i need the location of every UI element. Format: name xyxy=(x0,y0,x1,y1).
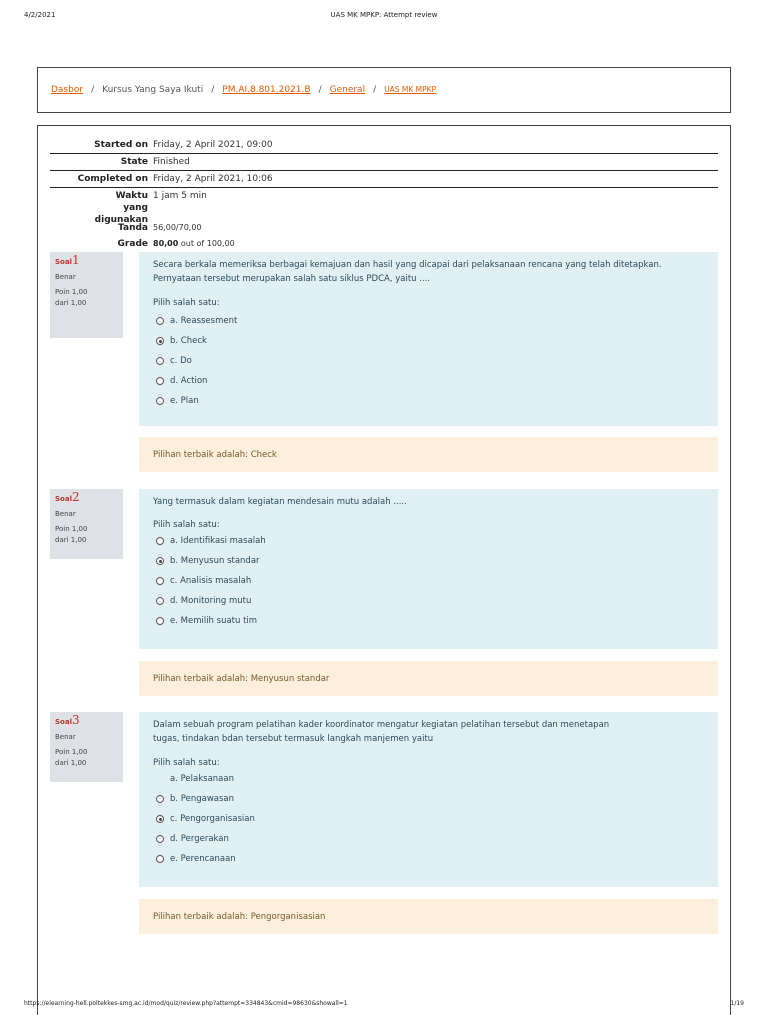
radio-button-selected[interactable] xyxy=(156,557,164,565)
summary-value: 56,00/70,00 xyxy=(153,223,202,232)
answer-prompt: Pilih salah satu: xyxy=(153,758,220,768)
breadcrumb-separator: / xyxy=(91,85,95,95)
breadcrumb-section-link[interactable]: General xyxy=(329,85,366,95)
summary-label: State xyxy=(120,157,148,167)
answer-option-e[interactable]: e. Perencanaan xyxy=(156,849,704,869)
question-status: Benar xyxy=(55,733,76,741)
summary-label: Started on xyxy=(94,140,148,150)
question-number: Soal3 xyxy=(55,713,80,727)
question-info-1 xyxy=(50,252,123,338)
summary-value: Friday, 2 April 2021, 10:06 xyxy=(153,174,273,184)
print-url: https://elearning-hell.poltekkes-smg.ac.id/mod/quiz/review.php?attempt=334843&cmid=98630&showall=1 xyxy=(24,1000,348,1007)
summary-row-marks xyxy=(50,220,718,236)
question-content-1 xyxy=(139,252,718,426)
question-info-3 xyxy=(50,712,123,782)
radio-button[interactable] xyxy=(156,397,164,405)
answer-option-b[interactable]: b. Pengawasan xyxy=(156,789,704,809)
answer-option-c[interactable]: c. Analisis masalah xyxy=(156,571,704,591)
breadcrumb-quiz-link[interactable]: UAS MK MPKP xyxy=(384,85,437,94)
question-feedback-2: Pilihan terbaik adalah: Menyusun standar xyxy=(139,661,718,696)
breadcrumb-bar xyxy=(37,67,731,113)
radio-button[interactable] xyxy=(156,537,164,545)
answer-option-d[interactable]: d. Monitoring mutu xyxy=(156,591,704,611)
summary-row-completed xyxy=(50,171,718,188)
breadcrumb-home-link[interactable]: Dasbor xyxy=(51,85,84,95)
summary-label: Tanda xyxy=(118,223,148,233)
summary-value xyxy=(153,238,235,250)
grade-total: out of 100,00 xyxy=(178,239,235,248)
summary-label: Completed on xyxy=(77,174,148,184)
radio-button[interactable] xyxy=(156,617,164,625)
answer-option-c[interactable]: c. Do xyxy=(156,351,704,371)
answer-option-a[interactable]: a. Pelaksanaan xyxy=(170,774,234,784)
radio-button-selected[interactable] xyxy=(156,337,164,345)
question-info-2 xyxy=(50,489,123,559)
print-page-number: 1/19 xyxy=(730,1000,744,1007)
answer-option-a[interactable]: a. Reassesment xyxy=(156,311,704,331)
breadcrumb-courses[interactable]: Kursus Yang Saya Ikuti xyxy=(102,85,204,95)
question-number: Soal2 xyxy=(55,490,80,504)
question-content-2 xyxy=(139,489,718,649)
question-status: Benar xyxy=(55,510,76,518)
radio-button[interactable] xyxy=(156,835,164,843)
summary-row-started xyxy=(50,137,718,154)
radio-button[interactable] xyxy=(156,597,164,605)
question-mark: Poin 1,00 dari 1,00 xyxy=(55,525,88,544)
summary-value: Finished xyxy=(153,157,190,167)
summary-value: 1 jam 5 min xyxy=(153,191,207,201)
question-mark: Poin 1,00 dari 1,00 xyxy=(55,748,88,767)
question-content-3 xyxy=(139,712,718,887)
summary-row-time xyxy=(50,188,718,225)
answer-option-c[interactable]: c. Pengorganisasian xyxy=(156,809,704,829)
radio-button[interactable] xyxy=(156,357,164,365)
answer-option-d[interactable]: d. Pergerakan xyxy=(156,829,704,849)
radio-button[interactable] xyxy=(156,577,164,585)
summary-row-grade xyxy=(50,236,718,252)
question-mark: Poin 1,00 dari 1,00 xyxy=(55,288,88,307)
answer-option-b[interactable]: b. Menyusun standar xyxy=(156,551,704,571)
answer-option-d[interactable]: d. Action xyxy=(156,371,704,391)
radio-button[interactable] xyxy=(156,377,164,385)
breadcrumb-course-link[interactable]: PM.AI.8.801.2021.B xyxy=(222,85,311,95)
question-text: Dalam sebuah program pelatihan kader koordinator mengatur kegiatan pelatihan tersebut dan menetapan tugas, tindakan bdan tersebut termasuk langkah manjemen yaitu xyxy=(153,720,610,744)
grade-score: 80,00 xyxy=(153,239,179,248)
question-feedback-3: Pilihan terbaik adalah: Pengorganisasian xyxy=(139,899,718,934)
attempt-summary-table xyxy=(50,137,718,252)
answer-option-b[interactable]: b. Check xyxy=(156,331,704,351)
print-date: 4/2/2021 xyxy=(24,11,56,19)
print-title: UAS MK MPKP: Attempt review xyxy=(330,11,438,19)
answer-prompt: Pilih salah satu: xyxy=(153,520,220,530)
radio-button[interactable] xyxy=(156,317,164,325)
question-feedback-1: Pilihan terbaik adalah: Check xyxy=(139,437,718,472)
answer-option-a[interactable]: a. Identifikasi masalah xyxy=(156,531,704,551)
question-number: Soal1 xyxy=(55,253,80,267)
breadcrumb-separator: / xyxy=(211,85,215,95)
radio-button-selected[interactable] xyxy=(156,815,164,823)
summary-value: Friday, 2 April 2021, 09:00 xyxy=(153,140,273,150)
answer-prompt: Pilih salah satu: xyxy=(153,298,220,308)
summary-label: Grade xyxy=(117,239,148,249)
summary-row-state xyxy=(50,154,718,171)
answer-option-e[interactable]: e. Memilih suatu tim xyxy=(156,611,704,631)
question-text: Secara berkala memeriksa berbagai kemajuan dan hasil yang dicapai dari pelaksanaan rencana yang telah ditetapkan. Pernyataan tersebut merupakan salah satu siklus PDCA, yaitu .... xyxy=(153,260,662,284)
question-text: Yang termasuk dalam kegiatan mendesain mutu adalah ..... xyxy=(153,497,407,507)
breadcrumb-separator: / xyxy=(373,85,377,95)
radio-button[interactable] xyxy=(156,795,164,803)
breadcrumb xyxy=(51,85,436,95)
question-status: Benar xyxy=(55,273,76,281)
answer-option-e[interactable]: e. Plan xyxy=(156,391,704,411)
summary-label: Waktu yang digunakan xyxy=(94,191,148,225)
breadcrumb-separator: / xyxy=(318,85,322,95)
radio-button[interactable] xyxy=(156,855,164,863)
